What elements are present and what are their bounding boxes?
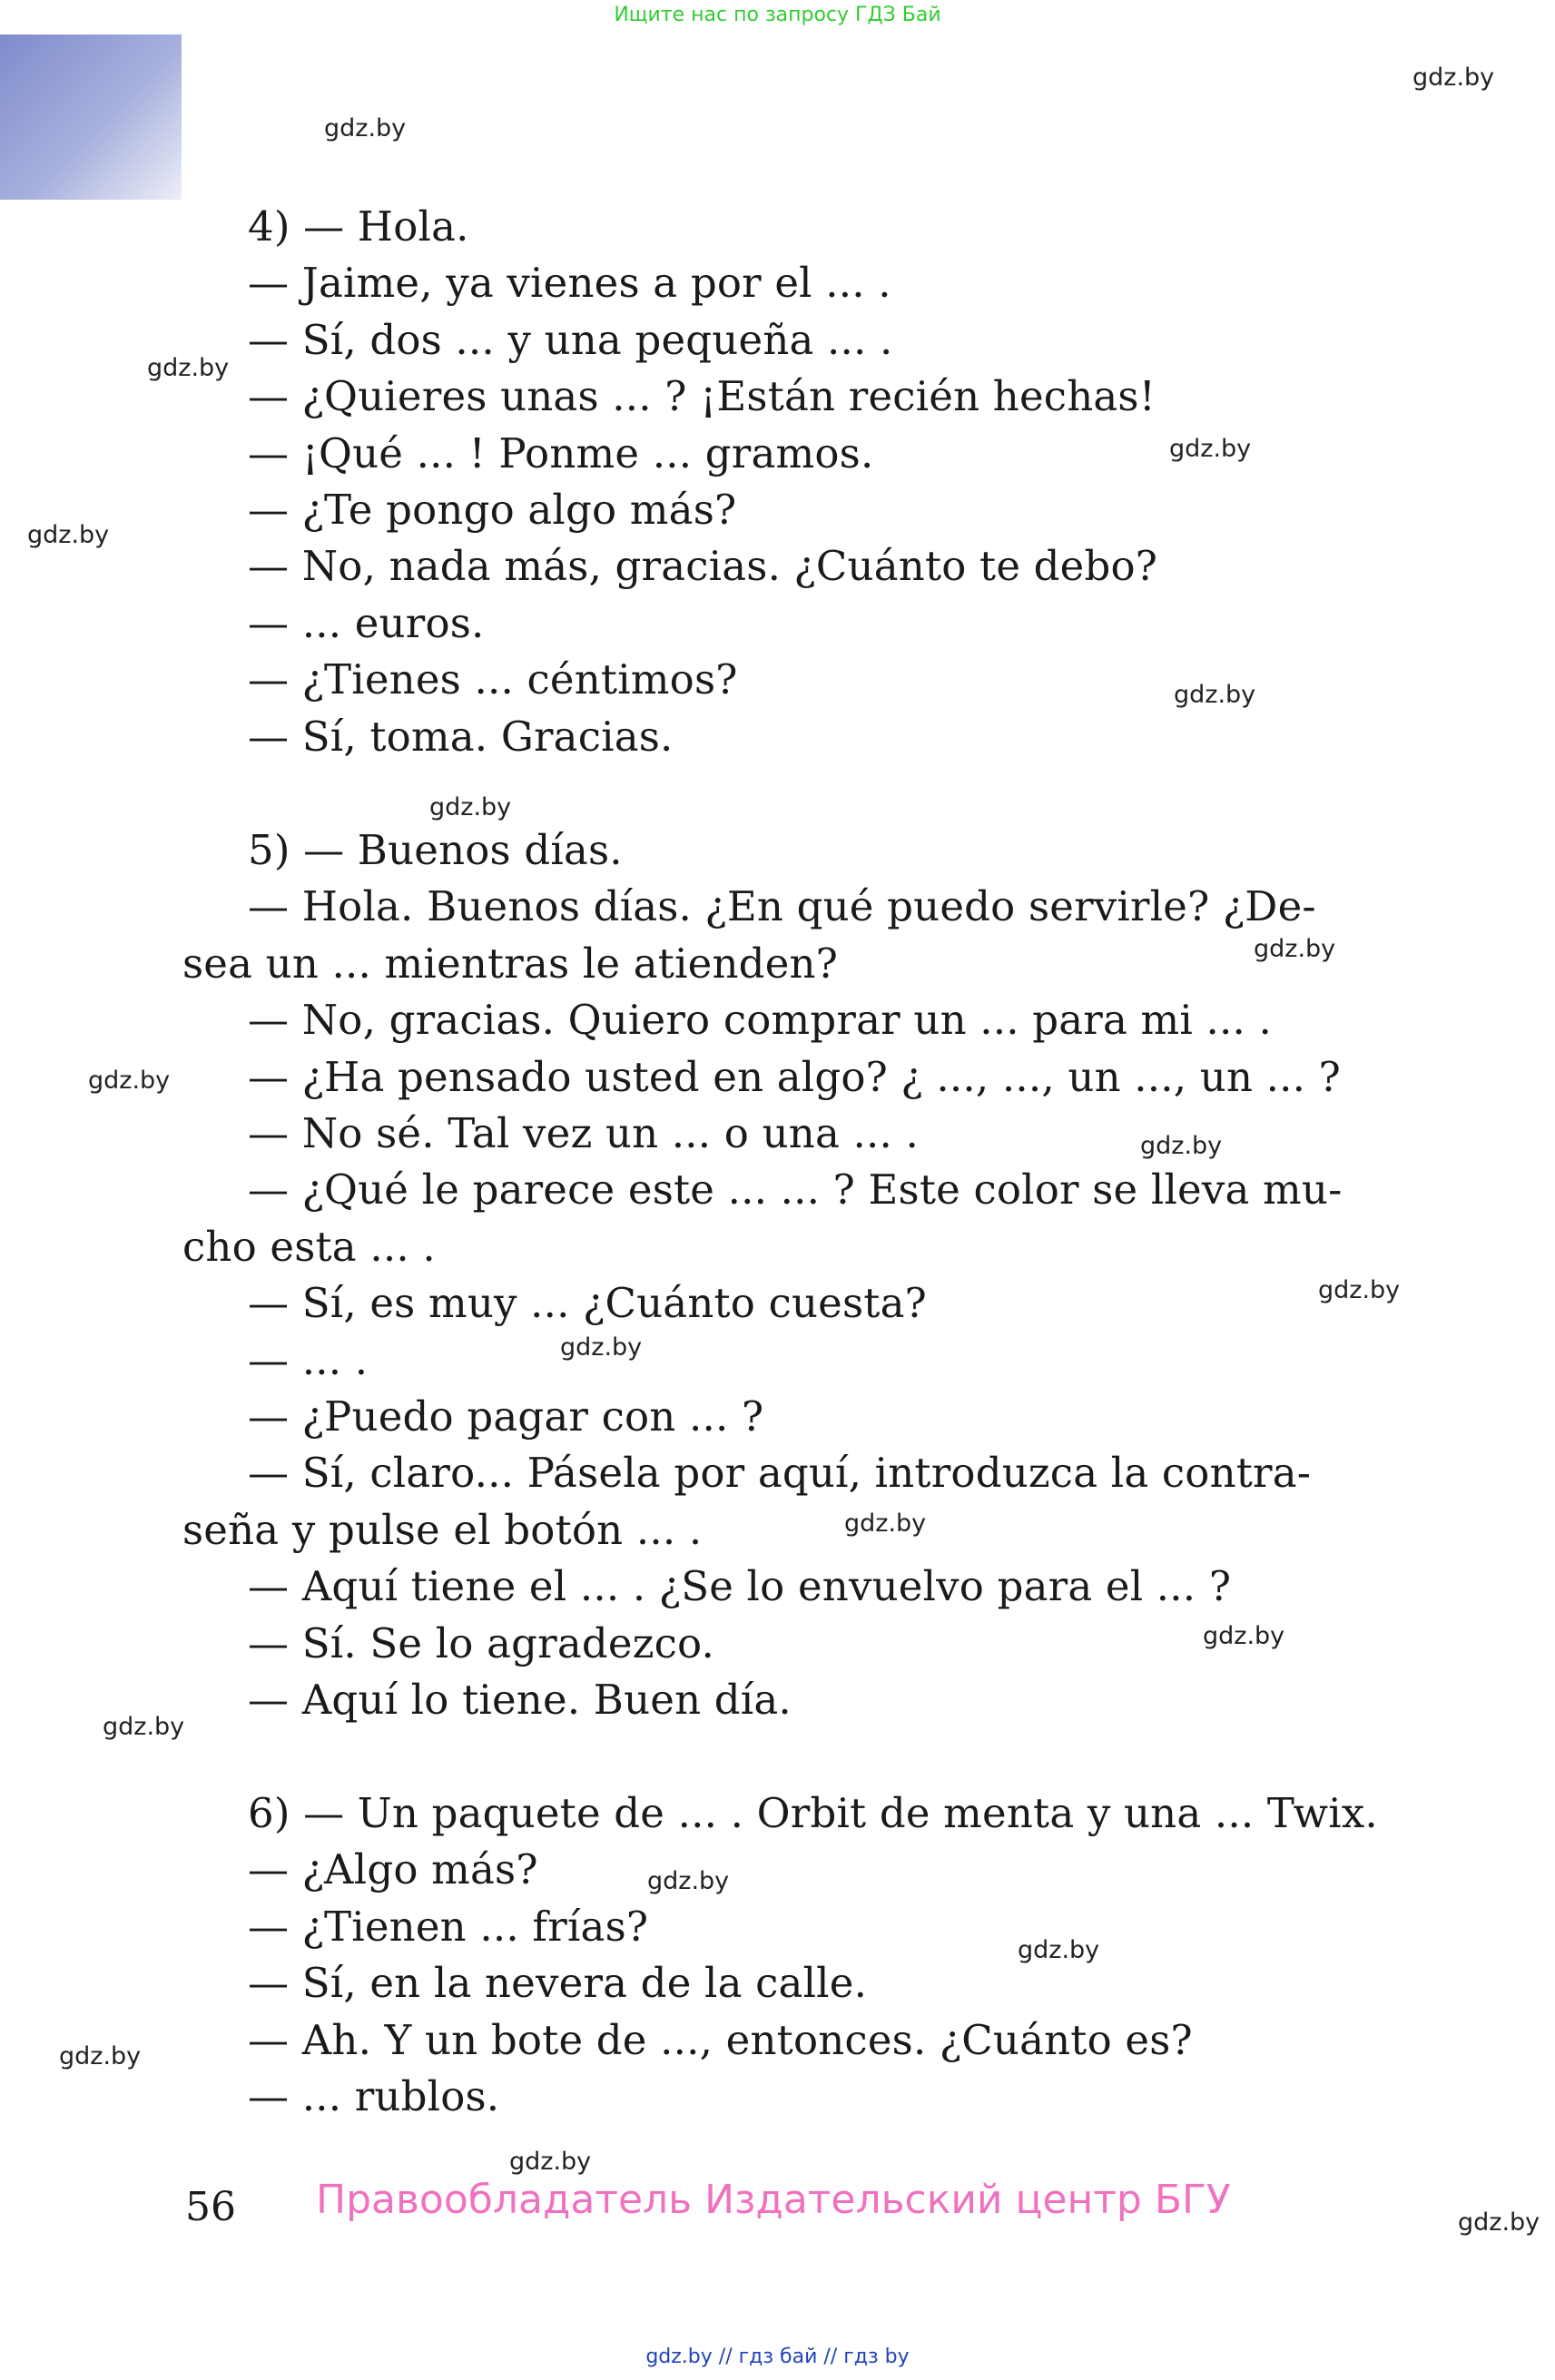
dialogue-line: — Sí, en la nevera de la calle. [248,1959,868,2007]
dialogue-line: — ¿Tienes ... céntimos? [248,655,738,703]
top-banner: Ищите нас по запросу ГДЗ Бай [614,4,941,26]
dialogue-line: sea un ... mientras le atienden? [182,939,839,988]
watermark: gdz.by [429,793,512,821]
dialogue-line: — No, nada más, gracias. ¿Cuánto te debo? [248,542,1158,590]
dialogue-line: — ... rublos. [248,2072,500,2120]
dialogue-line: — No, gracias. Quiero comprar un ... para mi ... . [248,996,1273,1044]
dialogue-line: — ¿Tienen ... frías? [248,1903,649,1951]
dialogue-line: 5) — Buenos días. [248,826,623,874]
dialogue-line: — Aquí lo tiene. Buen día. [248,1676,792,1724]
dialogue-line: seña y pulse el botón ... . [182,1506,703,1554]
watermark: gdz.by [1412,64,1495,92]
bottom-links: gdz.by // гдз бай // гдз by [645,2346,910,2368]
dialogue-line: 6) — Un paquete de ... . Orbit de menta y una ... Twix. [248,1789,1378,1837]
watermark: gdz.by [844,1510,927,1538]
page-number: 56 [185,2184,236,2230]
dialogue-line: — Jaime, ya vienes a por el ... . [248,259,891,307]
watermark: gdz.by [324,114,407,143]
dialogue-line: — Sí, toma. Gracias. [248,713,674,761]
dialogue-line: — Hola. Buenos días. ¿En qué puedo servirle? ¿De- [248,882,1316,930]
watermark: gdz.by [1203,1622,1285,1650]
dialogue-line: — Sí, es muy ... ¿Cuánto cuesta? [248,1279,927,1327]
dialogue-line: — ¿Te pongo algo más? [248,486,737,534]
dialogue-line: — ¿Quieres unas ... ? ¡Están recién hechas! [248,372,1156,420]
watermark: gdz.by [88,1067,171,1095]
dialogue-line: — ¿Puedo pagar con ... ? [248,1392,764,1441]
watermark: gdz.by [1018,1936,1100,1964]
watermark: gdz.by [1458,2208,1540,2237]
dialogue-line: — ¡Qué ... ! Ponme ... gramos. [248,429,874,477]
decorative-corner-block [0,34,182,200]
watermark: gdz.by [560,1333,643,1362]
watermark: gdz.by [147,354,230,382]
dialogue-line: 4) — Hola. [248,202,469,251]
dialogue-line: — Aquí tiene el ... . ¿Se lo envuelvo para el ... ? [248,1562,1232,1610]
dialogue-line: — ¿Ha pensado usted en algo? ¿ ..., ..., un ..., un ... ? [248,1053,1341,1101]
watermark: gdz.by [1169,435,1252,463]
dialogue-line: — Ah. Y un bote de ..., entonces. ¿Cuánto es? [248,2016,1193,2064]
watermark: gdz.by [1174,681,1256,709]
watermark: gdz.by [509,2148,592,2176]
dialogue-line: — ¿Qué le parece este ... ... ? Este color se lleva mu- [248,1165,1343,1214]
watermark: gdz.by [647,1867,730,1895]
watermark: gdz.by [1140,1132,1223,1160]
dialogue-line: — ... euros. [248,599,485,647]
watermark: gdz.by [103,1713,185,1741]
watermark: gdz.by [59,2042,142,2070]
dialogue-line: — Sí, claro... Pásela por aquí, introduzca la contra- [248,1449,1312,1497]
dialogue-line: — No sé. Tal vez un ... o una ... . [248,1109,920,1157]
dialogue-line: — Sí. Se lo agradezco. [248,1619,715,1667]
watermark: gdz.by [1318,1276,1401,1304]
dialogue-line: — ... . [248,1336,369,1384]
dialogue-line: cho esta ... . [182,1223,436,1271]
watermark: gdz.by [27,521,110,549]
dialogue-line: — ¿Algo más? [248,1845,538,1893]
dialogue-line: — Sí, dos ... y una pequeña ... . [248,316,893,364]
copyright-notice: Правообладатель Издательский центр БГУ [316,2177,1231,2223]
watermark: gdz.by [1254,935,1336,963]
